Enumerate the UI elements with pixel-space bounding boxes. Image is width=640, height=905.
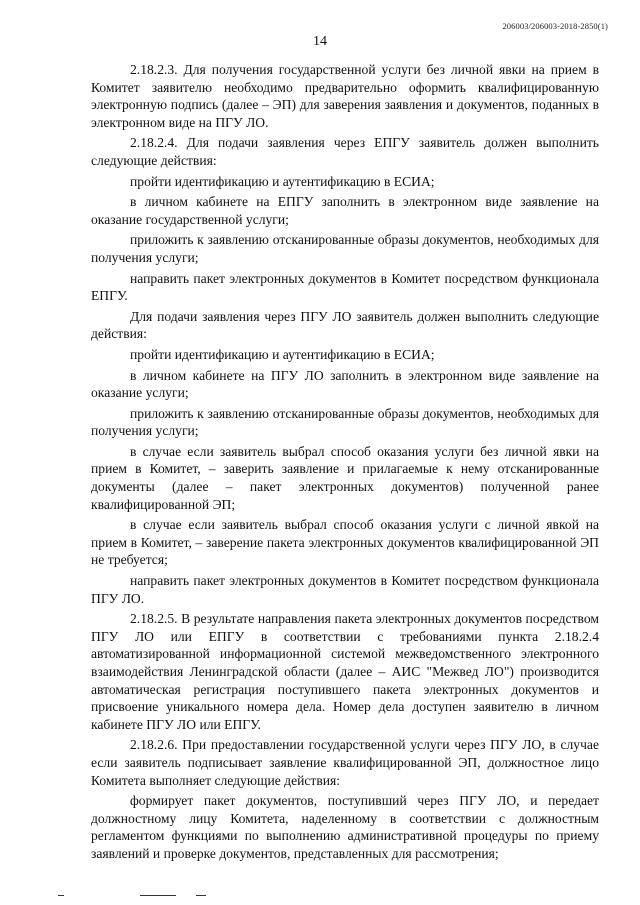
document-body	[91, 61, 599, 863]
list-item: пройти идентификацию и аутентификацию в ЕСИА;	[130, 173, 435, 189]
list-item: направить пакет электронных документов в Комитет посредством функционала ЕПГУ.	[91, 270, 599, 304]
list-item: в личном кабинете на ЕПГУ заполнить в электронном виде заявление на оказание государственной услуги;	[91, 194, 599, 227]
page-number: 14	[313, 34, 327, 49]
list-item: в случае если заявитель выбрал способ оказания услуги без личной явки на прием в Комитет, – заверить заявление и прилагаемые к нему отсканированные документы (далее – пакет электронных документов) полученной ранее квалифицированной ЭП;	[91, 443, 599, 512]
scan-artifact-mark	[58, 895, 64, 896]
list-item: в личном кабинете на ПГУ ЛО заполнить в электронном виде заявление на оказание услуги;	[91, 367, 599, 401]
paragraph: 2.18.2.4. Для подачи заявления через ЕПГУ заявитель должен выполнить следующие действия:	[91, 135, 599, 168]
paragraph: 2.18.2.3. Для получения государственной услуги без личной явки на прием в Комитет заявителю необходимо предварительно оформить квалифицированную электронную подпись (далее – ЭП) для заверения заявления и документов, поданных в электронном виде на ПГУ ЛО.	[91, 62, 599, 130]
paragraph: 2.18.2.6. При предоставлении государственной услуги через ПГУ ЛО, в случае если заявитель подписывает заявление квалифицированной ЭП, должностное лицо Комитета выполняет следующие действия:	[91, 737, 599, 788]
document-id: 206003/206003-2018-2850(1)	[502, 21, 608, 31]
list-item: направить пакет электронных документов в Комитет посредством функционала ПГУ ЛО.	[91, 573, 599, 606]
paragraph: 2.18.2.5. В результате направления пакета электронных документов посредством ПГУ ЛО или ЕПГУ в соответствии с требованиями пункта 2.18.2.4 автоматизированной информационной системой межведомственного электронного взаимодействия Ленинградской области (далее – АИС "Межвед ЛО") производится автоматическая регистрация поступившего пакета электронных документов и присвоение уникального номера дела. Номер дела доступен заявителю в личном кабинете ПГУ ЛО или ЕПГУ.	[91, 611, 599, 732]
list-item: формирует пакет документов, поступивший через ПГУ ЛО, и передает должностному лицу Комитета, наделенному в соответствии с должностным регламентом функциями по выполнению административной процедуры по приему заявлений и проверке документов, представленных для рассмотрения;	[91, 793, 599, 861]
list-item: приложить к заявлению отсканированные образы документов, необходимых для получения услуги;	[91, 405, 599, 439]
scan-artifact-mark	[196, 895, 206, 896]
list-item: приложить к заявлению отсканированные образы документов, необходимых для получения услуги;	[91, 232, 599, 265]
paragraph: Для подачи заявления через ПГУ ЛО заявитель должен выполнить следующие действия:	[91, 308, 599, 342]
list-item: пройти идентификацию и аутентификацию в ЕСИА;	[130, 346, 435, 362]
list-item: в случае если заявитель выбрал способ оказания услуги с личной явкой на прием в Комитет, – заверение пакета электронных документов квалифицированной ЭП не требуется;	[91, 517, 599, 568]
scan-artifact-mark	[140, 895, 176, 896]
